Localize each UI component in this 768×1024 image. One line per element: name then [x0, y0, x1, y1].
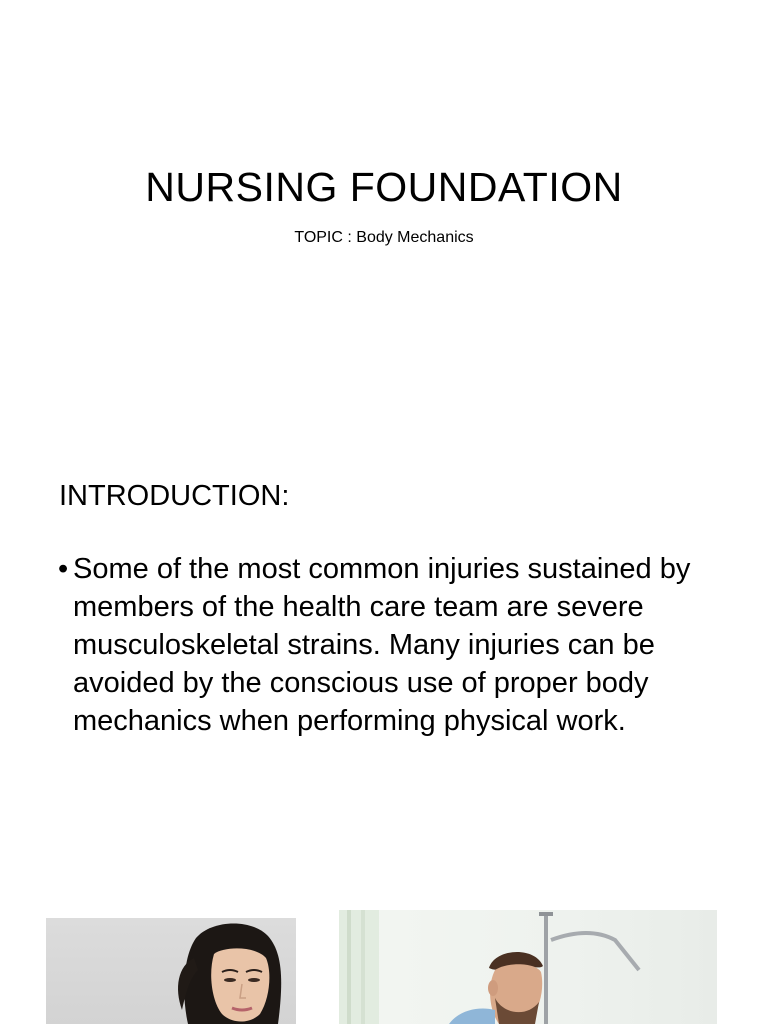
title-slide: [0, 0, 768, 430]
bullet-icon: •: [58, 553, 69, 585]
section-heading: INTRODUCTION:: [59, 480, 290, 512]
presentation-subtitle: TOPIC : Body Mechanics: [294, 229, 474, 246]
presentation-title: NURSING FOUNDATION: [145, 164, 623, 210]
introduction-slide: [0, 430, 768, 900]
woman-photo-icon: [46, 918, 296, 1024]
woman-photo-drawing: [46, 918, 296, 1024]
man-with-hospital-bed-photo-icon: [339, 910, 717, 1024]
man-photo-drawing: [339, 910, 717, 1024]
list-item: [58, 550, 738, 740]
bullet-text: Some of the most common injuries sustained by members of the health care team are severe musculoskeletal strains. Many injuries can be avoided by the conscious use of proper body mechanics when performing physical work.: [73, 553, 691, 737]
image-slide: [0, 900, 768, 1024]
bullet-list: [58, 550, 738, 740]
